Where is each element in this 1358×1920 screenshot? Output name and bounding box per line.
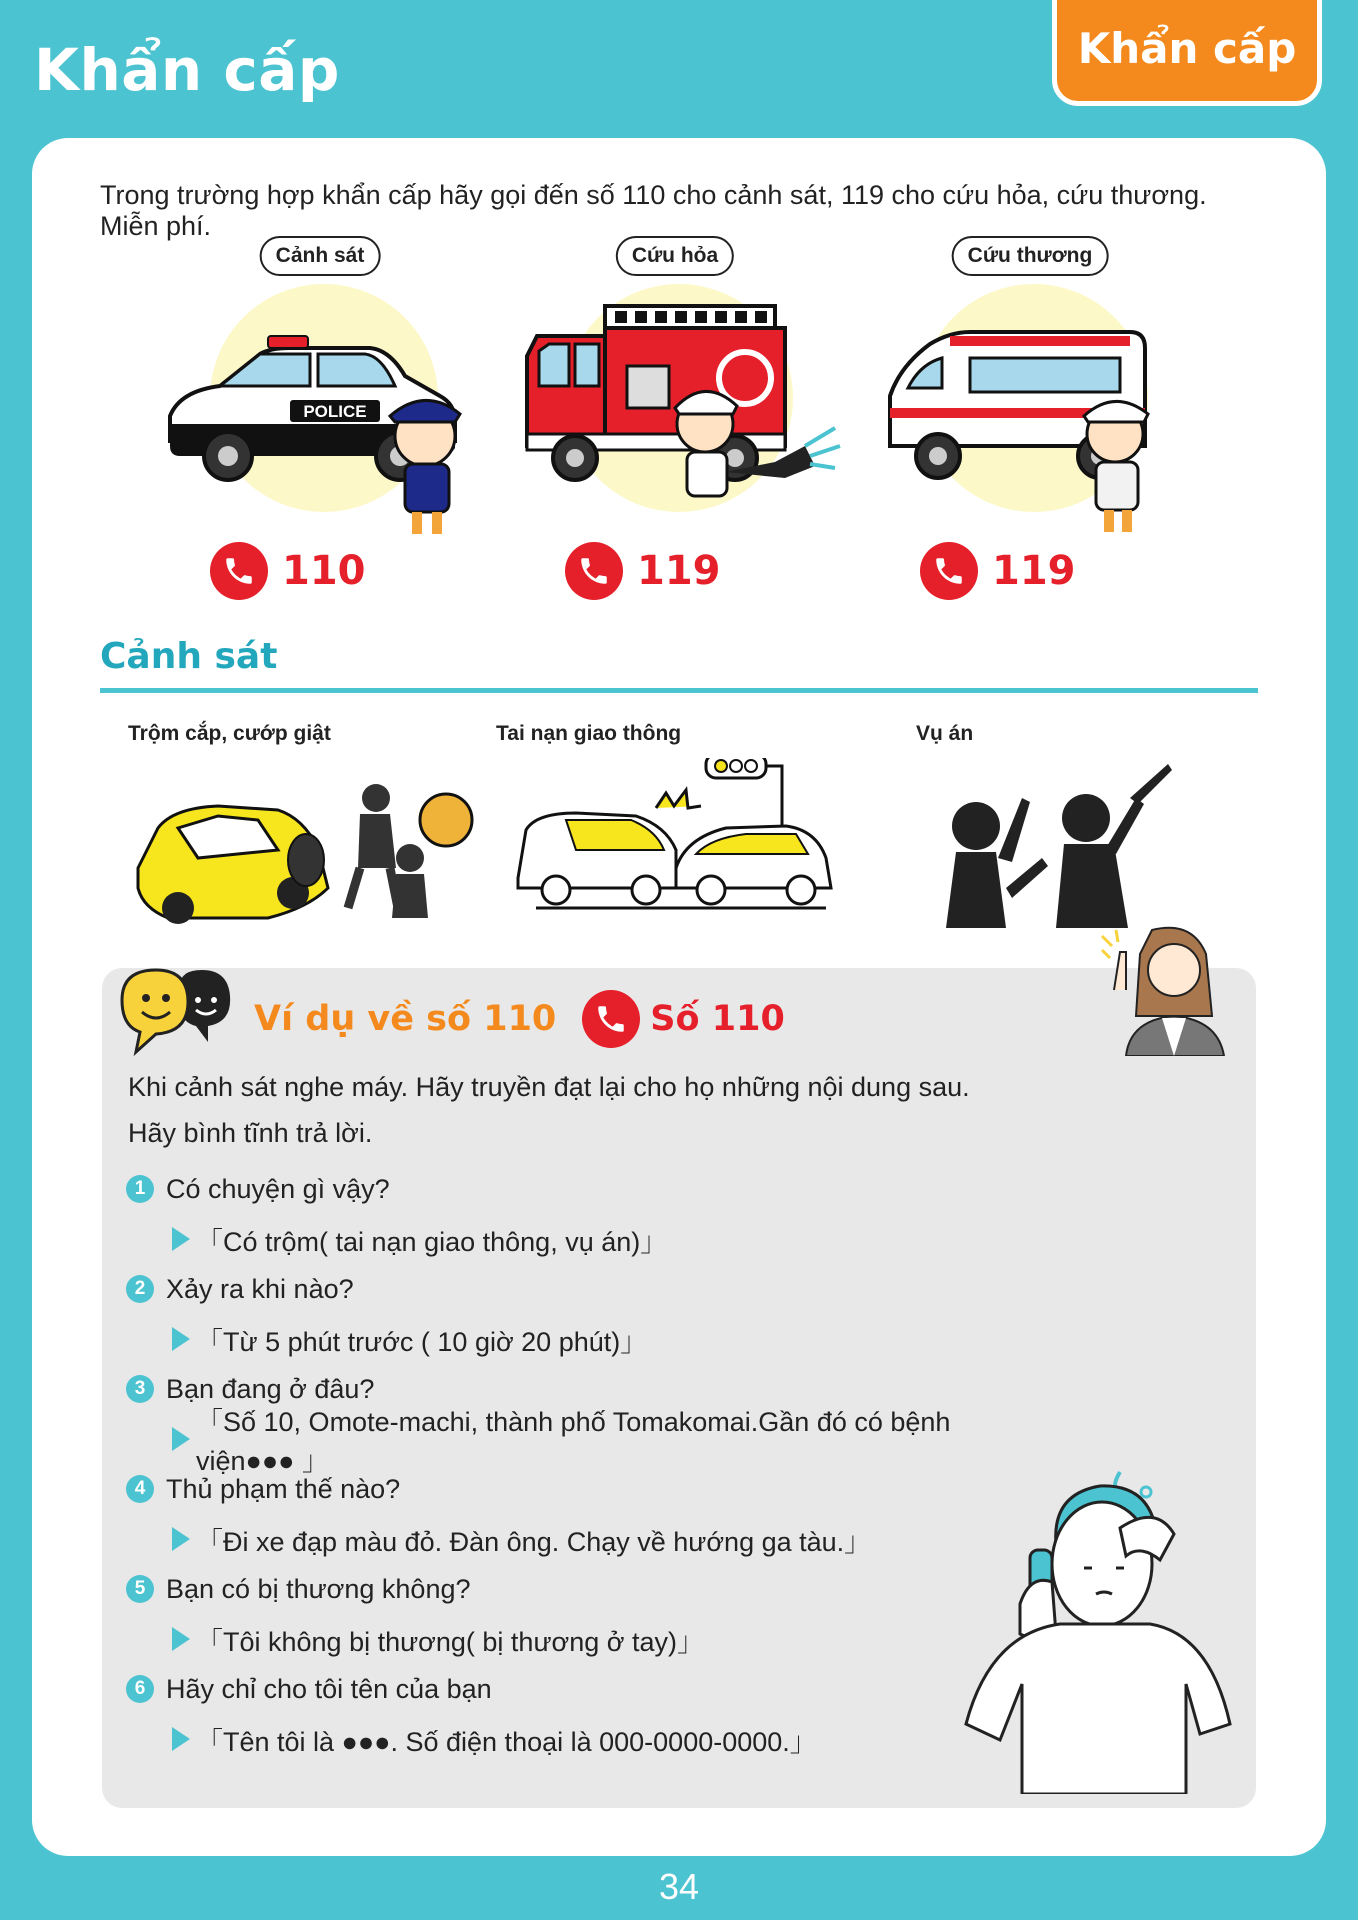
service-number — [565, 542, 721, 600]
triangle-icon — [172, 1227, 190, 1251]
woman-pointing-icon — [1096, 920, 1236, 1056]
service-label: Cứu hỏa — [616, 236, 734, 276]
answer-text: 「Số 10, Omote-machi, thành phố Tomakomai.Gần đó có bệnh viện●●● 」 — [196, 1407, 951, 1476]
page-number: 34 — [658, 1866, 700, 1907]
triangle-icon — [172, 1527, 190, 1551]
ambulance-icon — [860, 296, 1200, 546]
fire-truck-icon — [505, 296, 845, 546]
case-traffic — [496, 722, 856, 922]
question-text: Bạn có bị thương không? — [166, 1573, 471, 1604]
service-police — [170, 236, 470, 616]
answer — [126, 1514, 1026, 1564]
answer-text: 「Tên tôi là ●●●. Số điện thoại là 000-0000-0000.」 — [196, 1726, 817, 1757]
police-car-text: POLICE — [303, 402, 367, 421]
question — [126, 1564, 1026, 1614]
question — [126, 1164, 1026, 1214]
answer-text: 「Đi xe đạp màu đỏ. Đàn ông. Chạy về hướng ga tàu.」 — [196, 1526, 872, 1557]
example-number: Số 110 — [650, 999, 785, 1039]
answer-text: 「Từ 5 phút trước ( 10 giờ 20 phút)」 — [196, 1326, 648, 1357]
question-number: 6 — [126, 1675, 154, 1703]
traffic-accident-icon — [496, 758, 856, 928]
police-car-icon — [150, 296, 490, 546]
example-title: Ví dụ về số 110 — [254, 999, 557, 1039]
service-label: Cảnh sát — [260, 236, 381, 276]
answer — [126, 1714, 1026, 1764]
phone-icon — [210, 542, 268, 600]
service-number — [920, 542, 1076, 600]
triangle-icon — [172, 1627, 190, 1651]
service-number-text: 110 — [282, 548, 366, 594]
question-text: Có chuyện gì vậy? — [166, 1173, 390, 1204]
example-intro — [128, 1064, 970, 1156]
crime-icon — [916, 758, 1216, 928]
question-text: Hãy chỉ cho tôi tên của bạn — [166, 1673, 492, 1704]
service-ambulance — [880, 236, 1180, 616]
case-crime — [916, 722, 1216, 922]
service-number-text: 119 — [637, 548, 721, 594]
page-title: Khẩn cấp — [34, 36, 340, 104]
triangle-icon — [172, 1427, 190, 1451]
answer — [126, 1314, 1026, 1364]
answer — [126, 1214, 1026, 1264]
triangle-icon — [172, 1727, 190, 1751]
question-number: 1 — [126, 1175, 154, 1203]
answer-text: 「Có trộm( tai nạn giao thông, vụ án)」 — [196, 1226, 668, 1257]
question — [126, 1264, 1026, 1314]
section-tab: Khẩn cấp — [1052, 0, 1322, 106]
triangle-icon — [172, 1327, 190, 1351]
question-text: Xảy ra khi nào? — [166, 1273, 354, 1304]
question — [126, 1664, 1026, 1714]
service-number-text: 119 — [992, 548, 1076, 594]
service-label: Cứu thương — [952, 236, 1109, 276]
question-number: 4 — [126, 1475, 154, 1503]
phone-icon — [920, 542, 978, 600]
qa-list — [126, 1164, 1026, 1764]
question-text: Bạn đang ở đâu? — [166, 1373, 375, 1404]
theft-icon — [128, 758, 488, 928]
chat-faces-icon — [116, 960, 240, 1060]
answer — [126, 1407, 1026, 1476]
section-heading: Cảnh sát — [100, 636, 278, 677]
case-theft — [128, 722, 488, 922]
question-number: 3 — [126, 1375, 154, 1403]
service-fire — [525, 236, 825, 616]
worried-caller-icon — [960, 1464, 1236, 1794]
case-label: Vụ án — [916, 722, 974, 745]
phone-icon — [565, 542, 623, 600]
question-number: 5 — [126, 1575, 154, 1603]
case-label: Tai nạn giao thông — [496, 722, 682, 745]
service-number — [210, 542, 366, 600]
question-number: 2 — [126, 1275, 154, 1303]
answer-text: 「Tôi không bị thương( bị thương ở tay)」 — [196, 1626, 704, 1657]
example-intro-line: Khi cảnh sát nghe máy. Hãy truyền đạt lại cho họ những nội dung sau. — [128, 1072, 970, 1102]
question-text: Thủ phạm thế nào? — [166, 1473, 401, 1504]
section-divider — [100, 688, 1258, 693]
intro-text: Trong trường hợp khẩn cấp hãy gọi đến số 110 cho cảnh sát, 119 cho cứu hỏa, cứu thương. Miễn phí. — [100, 180, 1207, 241]
answer — [126, 1614, 1026, 1664]
example-intro-line: Hãy bình tĩnh trả lời. — [128, 1118, 373, 1148]
phone-icon — [582, 990, 640, 1048]
case-label: Trộm cắp, cướp giật — [128, 722, 331, 745]
example-header — [254, 990, 785, 1048]
